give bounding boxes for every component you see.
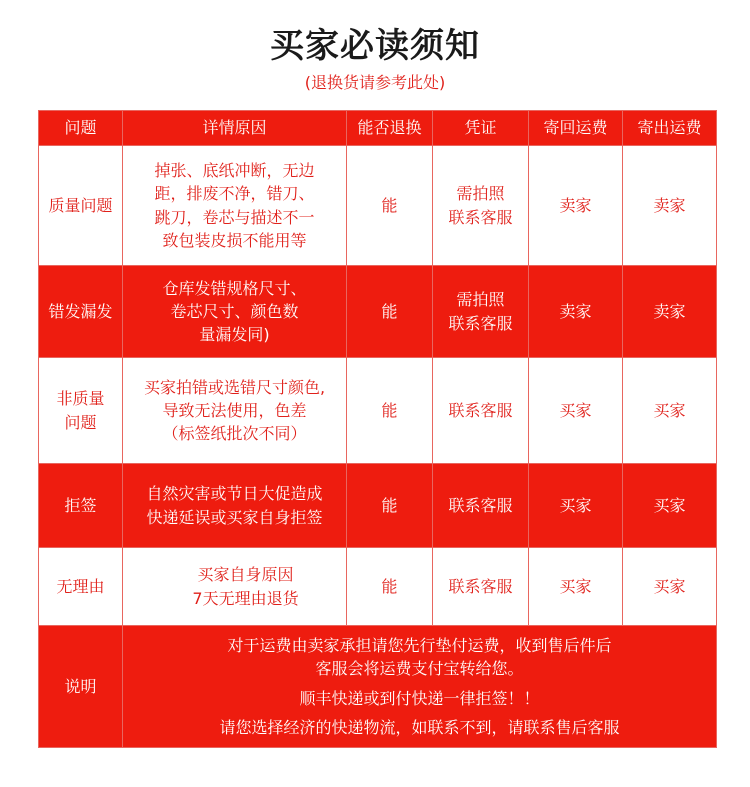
- row-return-fee: 卖家: [529, 266, 623, 358]
- row-reason: [123, 464, 347, 548]
- row-send-fee: 买家: [623, 358, 717, 464]
- reason-line: 仓库发错规格尺寸、: [162, 278, 307, 298]
- table-row: [39, 548, 717, 626]
- reason-line: 致包装皮损不能用等: [162, 230, 307, 250]
- row-return-fee: 卖家: [529, 146, 623, 266]
- table-row: [39, 266, 717, 358]
- row-proof: 联系客服: [433, 548, 529, 626]
- reason-line: 跳刀，卷芯与描述不一: [154, 207, 315, 227]
- header-proof: 凭证: [433, 111, 529, 146]
- table-header-row: [39, 111, 717, 146]
- proof-line: 需拍照: [456, 184, 505, 204]
- reason-line: 自然灾害或节日大促造成: [146, 484, 323, 504]
- reason-line: 掉张、底纸冲断，无边: [154, 161, 315, 181]
- row-send-fee: 买家: [623, 464, 717, 548]
- row-return-fee: 买家: [529, 358, 623, 464]
- row-issue: 质量问题: [39, 146, 123, 266]
- row-returnable: 能: [347, 548, 433, 626]
- proof-line: 需拍照: [456, 290, 505, 310]
- note-row: [39, 626, 717, 748]
- issue-line: 问题: [64, 412, 97, 432]
- reason-line: 快递延误或买家自身拒签: [146, 507, 323, 527]
- table-row: [39, 358, 717, 464]
- reason-line: 导致无法使用，色差: [162, 400, 307, 420]
- issue-line: 非质量: [56, 389, 105, 409]
- note-line: 对于运费由卖家承担请您先行垫付运费，收到售后件后: [227, 636, 612, 656]
- row-proof: 联系客服: [433, 464, 529, 548]
- row-issue: 拒签: [39, 464, 123, 548]
- reason-line: 7天无理由退货: [192, 588, 299, 608]
- table-row: [39, 146, 717, 266]
- row-send-fee: 卖家: [623, 266, 717, 358]
- note-label: 说明: [39, 626, 123, 748]
- reason-line: 卷芯尺寸、颜色数: [170, 301, 299, 321]
- reason-line: 量漏发同): [199, 325, 270, 345]
- header-send-fee: 寄出运费: [623, 111, 717, 146]
- page-subtitle: (退换货请参考此处): [304, 73, 446, 92]
- note-content: [123, 626, 717, 748]
- row-reason: [123, 358, 347, 464]
- row-proof: 联系客服: [433, 358, 529, 464]
- row-proof: [433, 146, 529, 266]
- note-line: 客服会将运费支付宝转给您。: [315, 659, 524, 679]
- row-reason: [123, 266, 347, 358]
- return-policy-table: [38, 110, 717, 748]
- header-reason: 详情原因: [123, 111, 347, 146]
- row-reason: [123, 146, 347, 266]
- row-return-fee: 买家: [529, 464, 623, 548]
- reason-line: 距，排废不净，错刀、: [154, 184, 315, 204]
- header-issue: 问题: [39, 111, 123, 146]
- row-returnable: 能: [347, 358, 433, 464]
- page-title: 买家必读须知: [270, 26, 480, 66]
- row-issue: 无理由: [39, 548, 123, 626]
- proof-line: 联系客服: [448, 313, 513, 333]
- row-issue: [39, 358, 123, 464]
- row-issue: 错发漏发: [39, 266, 123, 358]
- row-send-fee: 卖家: [623, 146, 717, 266]
- reason-line: 买家自身原因: [197, 565, 294, 585]
- note-line: 请您选择经济的快递物流，如联系不到，请联系售后客服: [219, 717, 620, 737]
- row-proof: [433, 266, 529, 358]
- header-returnable: 能否退换: [347, 111, 433, 146]
- row-reason: [123, 548, 347, 626]
- row-send-fee: 买家: [623, 548, 717, 626]
- table-row: [39, 464, 717, 548]
- row-returnable: 能: [347, 266, 433, 358]
- row-return-fee: 买家: [529, 548, 623, 626]
- row-returnable: 能: [347, 464, 433, 548]
- reason-line: 买家拍错或选错尺寸颜色,: [143, 377, 326, 397]
- row-returnable: 能: [347, 146, 433, 266]
- header-return-fee: 寄回运费: [529, 111, 623, 146]
- note-line: 顺丰快递或到付快递一律拒签！！: [299, 688, 540, 708]
- proof-line: 联系客服: [448, 207, 513, 227]
- reason-line: （标签纸批次不同）: [162, 424, 307, 444]
